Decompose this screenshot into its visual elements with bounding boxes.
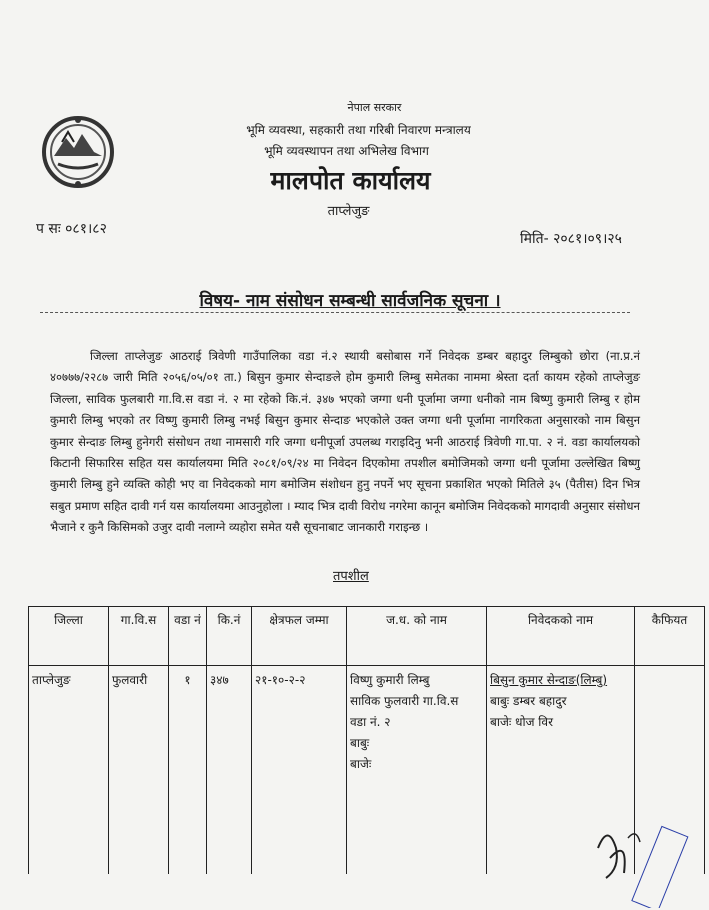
owner-father: बाबुः xyxy=(350,736,370,750)
col-district: जिल्ला xyxy=(29,607,109,666)
col-vdc: गा.वि.स xyxy=(109,607,169,666)
table-header-row xyxy=(29,607,705,666)
signature-stamp-icon xyxy=(588,818,698,908)
owner-grandfather: बाजेः xyxy=(350,757,372,771)
cell-district: ताप्लेजुङ xyxy=(29,666,109,875)
applicant-father: बाबुः डम्बर बहादुर xyxy=(490,694,567,708)
col-kitta: कि.नं xyxy=(207,607,252,666)
cell-kitta: ३४७ xyxy=(207,666,252,875)
applicant-grandfather: बाजेः धोज विर xyxy=(490,715,553,729)
letter-number: प सः ०८१।८२ xyxy=(36,221,107,237)
ministry-name: भूमि व्यवस्था, सहकारी तथा गरिबी निवारण मन्त्रालय xyxy=(246,123,471,137)
department-name: भूमि व्यवस्थापन तथा अभिलेख विभाग xyxy=(264,144,429,158)
letter-date: मिति- २०८१।०९।२५ xyxy=(520,231,622,247)
col-area: क्षेत्रफल जम्मा xyxy=(252,607,347,666)
office-location: ताप्लेजुङ xyxy=(327,204,370,219)
owner-name: विष्णु कुमारी लिम्बु xyxy=(350,673,430,687)
col-applicant-name: निवेदकको नाम xyxy=(487,607,635,666)
col-owner-name: ज.ध. को नाम xyxy=(347,607,487,666)
col-ward: वडा नं xyxy=(169,607,207,666)
cell-area: २१-१०-२-२ xyxy=(252,666,347,875)
cell-vdc: फुलवारी xyxy=(109,666,169,875)
notice-body: जिल्ला ताप्लेजुङ आठराई त्रिवेणी गाउँपालिका वडा नं.२ स्थायी बसोबास गर्ने निवेदक डम्बर बहादुर लिम्बुको छोरा (ना.प्र.नं ४०७७७/२२८७ जारी मिति २०५६/०५/०१ ता.) बिसुन कुमार सेन्दाङले होम कुमारी लिम्बु समेतका नाममा श्रेस्ता दर्ता कायम रहेको ताप्लेजुङ जिल्ला, साविक फुलबारी गा.वि.स वडा नं. २ मा रहेको कि.नं. ३४७ भएको जग्गा धनी पूर्जामा जग्गा धनीको नाम बिष्णु कुमारी लिम्बु र होम कुमारी लिम्बु भएको तर विष्णु कुमारी लिम्बु नभई बिसुन कुमार सेन्दाङ भएकोले उक्त जग्गा धनी पूर्जामा नागरिकता अनुसारको नाम बिसुन कुमार सेन्दाङ लिम्बु हुनेगरी संसोधन तथा नामसारी गरि जग्गा धनीपूर्जा उपलब्ध गराइदिनु भनी आठराई त्रिवेणी गा.पा. २ नं. वडा कार्यालयको किटानी सिफारिस सहित यस कार्यालयमा मिति २०८१/०९/२४ मा निवेदन दिएकोमा तपशील बमोजिमको जग्गा धनी पूर्जामा उल्लेखित बिष्णु कुमारी लिम्बु हुने व्यक्ति कोही भए वा निवेदकको माग बमोजिम संशोधन हुनु नपर्ने भए सूचना प्रकाशित भएको मितिले ३५ (पैतीस) दिन भित्र सबुत प्रमाण सहित दावी गर्न यस कार्यालयमा आउनुहोला । म्याद भित्र दावी विरोध नगरेमा कानून बमोजिम निवेदकको मागदावी अनुसार संसोधन भैजाने र कुनै किसिमको उजुर दावी नलाग्ने व्यहोरा समेत यसै सूचनाबाट जानकारी गराइन्छ । xyxy=(50,349,640,535)
government-name: नेपाल सरकार xyxy=(347,101,402,114)
col-remarks: कैफियत xyxy=(635,607,705,666)
applicant-name: बिसुन कुमार सेन्दाङ(लिम्बु) xyxy=(490,673,608,687)
owner-address: साविक फुलवारी गा.वि.स xyxy=(350,694,459,708)
tapsil-heading: तपशील xyxy=(333,569,369,584)
notice-subject: विषय- नाम संसोधन सम्बन्धी सार्वजनिक सूचना । xyxy=(199,291,501,311)
owner-ward: वडा नं. २ xyxy=(350,715,391,729)
office-title: मालपोत कार्यालय xyxy=(270,166,431,195)
cell-ward: १ xyxy=(169,666,207,875)
cell-owner xyxy=(347,666,487,875)
divider xyxy=(40,312,630,313)
